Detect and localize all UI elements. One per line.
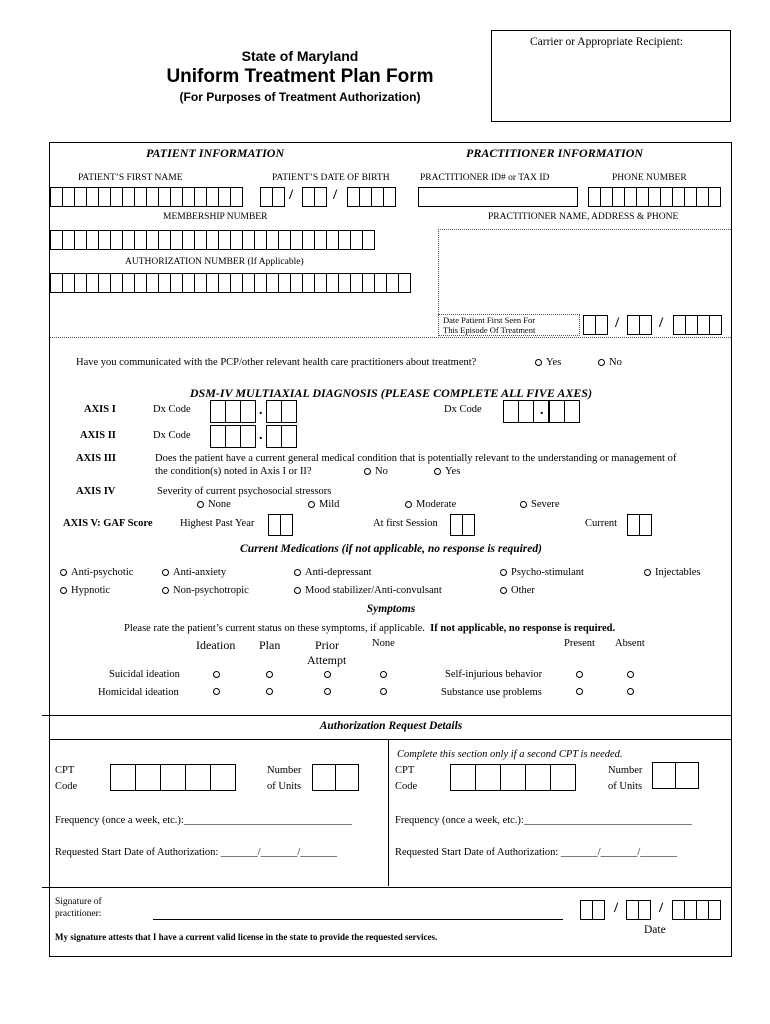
med-other[interactable]: Other xyxy=(500,585,535,596)
dob-slash-1: / xyxy=(289,187,294,203)
med-anti-anxiety[interactable]: Anti-anxiety xyxy=(162,567,226,578)
med-non-psychotropic-radio[interactable] xyxy=(162,587,169,594)
pcp-no-option[interactable]: No xyxy=(598,357,622,368)
med-hypnotic-radio[interactable] xyxy=(60,587,67,594)
self-injurious-present-radio[interactable] xyxy=(576,671,583,678)
signature-label-1: Signature of xyxy=(55,897,102,907)
axis-2-dx-field-a[interactable] xyxy=(210,425,255,448)
form-title: Uniform Treatment Plan Form xyxy=(166,66,434,87)
col-plan: Plan xyxy=(259,638,281,652)
signature-divider xyxy=(42,887,732,888)
axis-4-question: Severity of current psychosocial stressors xyxy=(157,486,332,497)
start-date-field-right[interactable]: Requested Start Date of Authorization: _______/_______/_______ xyxy=(395,847,678,858)
self-injurious-label: Self-injurious behavior xyxy=(445,669,543,680)
membership-label: MEMBERSHIP NUMBER xyxy=(163,212,268,222)
axis-3-no-option[interactable]: No xyxy=(364,466,388,477)
pcp-question: Have you communicated with the PCP/other relevant health care practitioners about treatment? xyxy=(76,357,477,368)
self-injurious-absent-radio[interactable] xyxy=(627,671,634,678)
homicidal-ideation-radio[interactable] xyxy=(213,688,220,695)
med-hypnotic[interactable]: Hypnotic xyxy=(60,585,110,596)
first-seen-label-2: This Episode Of Treatment xyxy=(443,325,536,335)
number-label-right: Number xyxy=(608,765,643,776)
med-anti-anxiety-radio[interactable] xyxy=(162,569,169,576)
authorization-title: Authorization Request Details xyxy=(319,720,463,732)
med-mood-stabilizer[interactable]: Mood stabilizer/Anti-convulsant xyxy=(294,585,442,596)
med-psycho-stimulant-radio[interactable] xyxy=(500,569,507,576)
pcp-yes-option[interactable]: Yes xyxy=(535,357,561,368)
first-session-field[interactable] xyxy=(450,514,474,536)
homicidal-label: Homicidal ideation xyxy=(98,687,179,698)
axis-4-moderate-option[interactable]: Moderate xyxy=(405,499,456,510)
axis-4-severe-option[interactable]: Severe xyxy=(520,499,560,510)
substance-present-radio[interactable] xyxy=(576,688,583,695)
auth-title-underline xyxy=(50,739,731,740)
patient-section-title: PATIENT INFORMATION xyxy=(146,146,285,160)
diagnosis-title: DSM-IV MULTIAXIAL DIAGNOSIS (PLEASE COMPLETE ALL FIVE AXES) xyxy=(189,386,593,400)
first-seen-year-field[interactable] xyxy=(673,315,721,335)
dob-label: PATIENT’S DATE OF BIRTH xyxy=(272,173,390,183)
cpt-code-field-left[interactable] xyxy=(110,764,235,791)
substance-absent-radio[interactable] xyxy=(627,688,634,695)
carrier-label: Carrier or Appropriate Recipient: xyxy=(530,36,683,48)
auth-column-divider xyxy=(388,740,389,886)
axis-1-dx2-field-b[interactable] xyxy=(549,400,579,423)
first-session-label: At first Session xyxy=(373,518,438,529)
signature-date-year-field[interactable] xyxy=(672,900,720,920)
axis-3-yes-radio[interactable] xyxy=(434,468,441,475)
membership-field[interactable] xyxy=(50,230,374,250)
practitioner-name-label: PRACTITIONER NAME, ADDRESS & PHONE xyxy=(488,212,679,222)
axis-3-question-1: Does the patient have a current general medical condition that is potentially relevant to the understanding or management of xyxy=(155,453,677,464)
units-label-left: of Units xyxy=(267,781,302,792)
axis-1-dx2-label: Dx Code xyxy=(444,404,482,415)
col-prior: Prior xyxy=(315,638,339,652)
axis-3-question-2: the condition(s) noted in Axis I or II? xyxy=(155,466,312,477)
first-seen-slash-1: / xyxy=(615,315,620,331)
signature-slash-2: / xyxy=(659,900,664,916)
axis-1-label: AXIS I xyxy=(84,404,116,415)
phone-label: PHONE NUMBER xyxy=(612,173,687,183)
state-title: State of Maryland xyxy=(241,48,359,64)
signature-date-day-field[interactable] xyxy=(626,900,650,920)
pcp-yes-radio[interactable] xyxy=(535,359,542,366)
col-present: Present xyxy=(564,638,595,649)
axis-1-dx-field-a[interactable] xyxy=(210,400,255,423)
axis-3-no-radio[interactable] xyxy=(364,468,371,475)
axis-4-severe-radio[interactable] xyxy=(520,501,527,508)
suicidal-ideation-radio[interactable] xyxy=(213,671,220,678)
second-cpt-note: Complete this section only if a second CPT is needed. xyxy=(397,749,623,760)
col-ideation: Ideation xyxy=(196,638,236,652)
symptoms-title: Symptoms xyxy=(366,603,416,615)
date-label: Date xyxy=(644,924,666,936)
cpt-label-left: CPT xyxy=(55,765,75,776)
signature-label-2: practitioner: xyxy=(55,909,102,919)
homicidal-none-radio[interactable] xyxy=(380,688,387,695)
first-seen-slash-2: / xyxy=(659,315,664,331)
highest-past-year-label: Highest Past Year xyxy=(180,518,255,529)
med-injectables-radio[interactable] xyxy=(644,569,651,576)
med-other-radio[interactable] xyxy=(500,587,507,594)
suicidal-none-radio[interactable] xyxy=(380,671,387,678)
practitioner-name-address-field[interactable] xyxy=(438,229,731,314)
dob-month-field[interactable] xyxy=(260,187,284,207)
med-anti-psychotic[interactable]: Anti-psychotic xyxy=(60,567,133,578)
form-subtitle: (For Purposes of Treatment Authorization) xyxy=(179,90,421,104)
med-injectables[interactable]: Injectables xyxy=(644,567,700,578)
signature-date-month-field[interactable] xyxy=(580,900,604,920)
med-non-psychotropic[interactable]: Non-psychotropic xyxy=(162,585,249,596)
units-field-right[interactable] xyxy=(652,762,698,789)
axis-4-moderate-radio[interactable] xyxy=(405,501,412,508)
medications-title: Current Medications (if not applicable, no response is required) xyxy=(240,543,542,555)
first-name-field[interactable] xyxy=(50,187,242,207)
practitioner-id-field[interactable] xyxy=(418,187,578,207)
practitioner-section-title: PRACTITIONER INFORMATION xyxy=(466,146,644,160)
suicidal-plan-radio[interactable] xyxy=(266,671,273,678)
med-anti-depressant-radio[interactable] xyxy=(294,569,301,576)
frequency-field-left[interactable]: Frequency (once a week, etc.):________________________________ xyxy=(55,815,352,826)
first-seen-label-1: Date Patient First Seen For xyxy=(443,315,536,325)
cpt-label-right: CPT xyxy=(395,765,415,776)
axis-5-label: AXIS V: GAF Score xyxy=(63,518,153,529)
axis-1-dx-field-b[interactable] xyxy=(266,400,296,423)
axis-1-dot-2: . xyxy=(540,403,544,418)
signature-attestation: My signature attests that I have a current valid license in the state to provide the requested services. xyxy=(55,932,438,942)
number-label-left: Number xyxy=(267,765,302,776)
first-seen-day-field[interactable] xyxy=(627,315,651,335)
dob-day-field[interactable] xyxy=(302,187,326,207)
authorization-field[interactable] xyxy=(50,273,410,293)
auth-divider xyxy=(42,715,732,716)
frequency-field-right[interactable]: Frequency (once a week, etc.):________________________________ xyxy=(395,815,692,826)
axis-4-mild-option[interactable]: Mild xyxy=(308,499,339,510)
cpt-code-field-right[interactable] xyxy=(450,764,575,791)
med-anti-psychotic-radio[interactable] xyxy=(60,569,67,576)
symptoms-instruction: Please rate the patient’s current status on these symptoms, if applicable. If not applicable, no response is required. xyxy=(124,623,616,634)
signature-line[interactable] xyxy=(153,919,563,920)
axis-2-label: AXIS II xyxy=(80,430,116,441)
pcp-no-radio[interactable] xyxy=(598,359,605,366)
practitioner-id-label: PRACTITIONER ID# or TAX ID xyxy=(420,173,550,183)
suicidal-attempt-radio[interactable] xyxy=(324,671,331,678)
axis-1-dx-label: Dx Code xyxy=(153,404,191,415)
units-field-left[interactable] xyxy=(312,764,358,791)
dob-slash-2: / xyxy=(333,187,338,203)
axis-4-none-radio[interactable] xyxy=(197,501,204,508)
med-anti-depressant[interactable]: Anti-depressant xyxy=(294,567,371,578)
axis-2-dx-field-b[interactable] xyxy=(266,425,296,448)
axis-1-dot: . xyxy=(259,403,263,418)
axis-3-label: AXIS III xyxy=(76,453,116,464)
signature-slash-1: / xyxy=(614,900,619,916)
code-label-left: Code xyxy=(55,781,78,792)
current-gaf-label: Current xyxy=(585,518,618,529)
col-none: None xyxy=(372,638,395,649)
col-attempt: Attempt xyxy=(307,653,347,667)
start-date-field-left[interactable]: Requested Start Date of Authorization: _______/_______/_______ xyxy=(55,847,338,858)
dob-year-field[interactable] xyxy=(347,187,395,207)
med-psycho-stimulant[interactable]: Psycho-stimulant xyxy=(500,567,584,578)
homicidal-plan-radio[interactable] xyxy=(266,688,273,695)
highest-past-year-field[interactable] xyxy=(268,514,292,536)
units-label-right: of Units xyxy=(608,781,643,792)
axis-4-none-option[interactable]: None xyxy=(197,499,231,510)
axis-4-mild-radio[interactable] xyxy=(308,501,315,508)
axis-4-label: AXIS IV xyxy=(76,486,116,497)
axis-2-dx-label: Dx Code xyxy=(153,430,191,441)
homicidal-attempt-radio[interactable] xyxy=(324,688,331,695)
med-mood-stabilizer-radio[interactable] xyxy=(294,587,301,594)
col-absent: Absent xyxy=(615,638,645,649)
axis-3-yes-option[interactable]: Yes xyxy=(434,466,460,477)
phone-field[interactable] xyxy=(588,187,720,207)
suicidal-label: Suicidal ideation xyxy=(109,669,180,680)
axis-2-dot: . xyxy=(259,428,263,443)
current-gaf-field[interactable] xyxy=(627,514,651,536)
substance-label: Substance use problems xyxy=(441,687,542,698)
code-label-right: Code xyxy=(395,781,418,792)
authorization-label: AUTHORIZATION NUMBER (If Applicable) xyxy=(125,257,304,267)
first-name-label: PATIENT’S FIRST NAME xyxy=(78,173,183,183)
first-seen-month-field[interactable] xyxy=(583,315,607,335)
